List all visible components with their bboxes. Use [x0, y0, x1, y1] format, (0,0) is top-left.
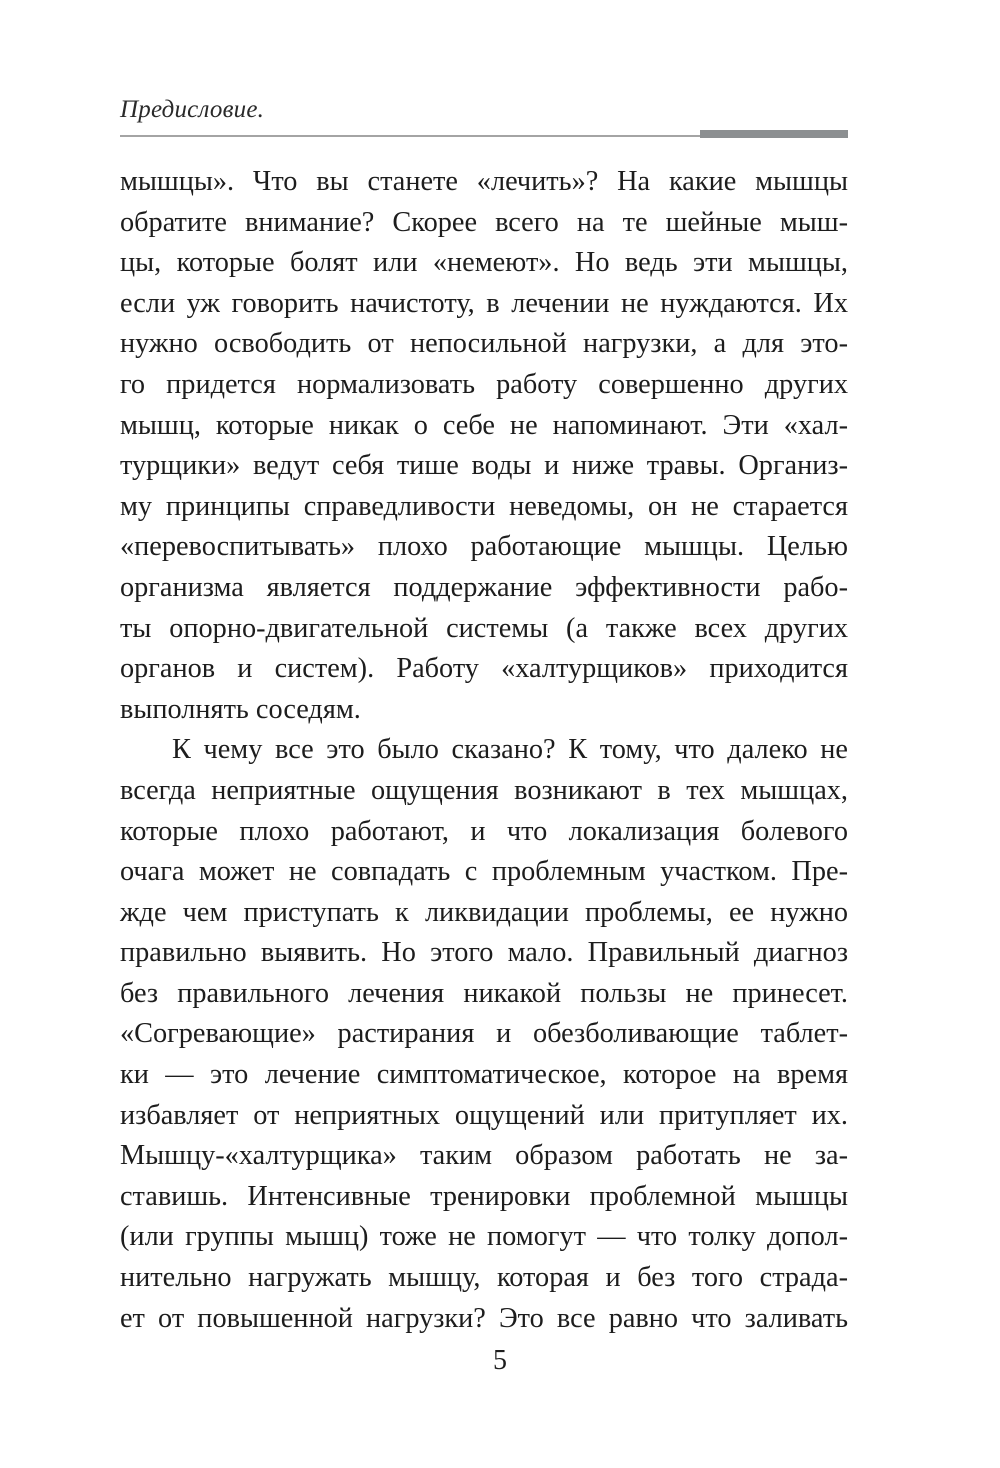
text-line: обратите внимание? Скорее всего на те шейные мыш- — [120, 206, 848, 238]
text-line: правильно выявить. Но этого мало. Правильный диагноз — [120, 937, 848, 969]
text-line: цы, которые болят или «немеют». Но ведь эти мышцы, — [120, 247, 848, 279]
text-line: ки — это лечение симптоматическое, которое на время — [120, 1059, 848, 1091]
text-line: без правильного лечения никакой пользы не принесет. — [120, 977, 848, 1009]
text-line: Мышцу-«халтурщика» таким образом работать не за- — [120, 1140, 848, 1172]
text-line: (или группы мышц) тоже не помогут — что толку допол- — [120, 1221, 848, 1253]
text-line: К чему все это было сказано? К тому, что далеко не — [172, 734, 848, 766]
header-accent-bar — [700, 130, 848, 138]
text-line: которые плохо работают, и что локализация болевого — [120, 815, 848, 847]
page-number: 5 — [493, 1345, 507, 1376]
text-line: организма является поддержание эффективности рабо- — [120, 571, 848, 603]
text-line: очага может не совпадать с проблемным участком. Пре- — [120, 856, 848, 888]
text-line: му принципы справедливости неведомы, он не старается — [120, 490, 848, 522]
text-line: ты опорно-двигательной системы (а также всех других — [120, 612, 848, 644]
text-line: органов и систем). Работу «халтурщиков» приходится — [120, 653, 848, 685]
text-line: мышцы». Что вы станете «лечить»? На какие мышцы — [120, 166, 848, 197]
running-header: Предисловие. — [120, 96, 265, 123]
text-line: мышц, которые никак о себе не напоминают. Эти «хал- — [120, 409, 848, 441]
text-line: если уж говорить начистоту, в лечении не нуждаются. Их — [120, 287, 848, 319]
text-line: избавляет от неприятных ощущений или притупляет их. — [120, 1099, 848, 1131]
text-line: выполнять соседям. — [120, 693, 361, 725]
text-line: нужно освободить от непосильной нагрузки, а для это- — [120, 328, 848, 360]
body-text — [120, 162, 848, 1339]
text-line: ет от повышенной нагрузки? Это все равно что заливать — [120, 1302, 848, 1334]
text-line: жде чем приступать к ликвидации проблемы, ее нужно — [120, 896, 848, 928]
text-line: турщики» ведут себя тише воды и ниже травы. Организ- — [120, 450, 848, 482]
text-line: ставишь. Интенсивные тренировки проблемной мышцы — [120, 1180, 848, 1212]
text-line: го придется нормализовать работу совершенно других — [120, 368, 848, 400]
text-line: «Согревающие» растирания и обезболивающие таблет- — [120, 1018, 848, 1050]
text-line: нительно нагружать мышцу, которая и без того страда- — [120, 1262, 848, 1294]
text-line: «перевоспитывать» плохо работающие мышцы. Целью — [120, 531, 848, 563]
text-line: всегда неприятные ощущения возникают в тех мышцах, — [120, 774, 848, 806]
